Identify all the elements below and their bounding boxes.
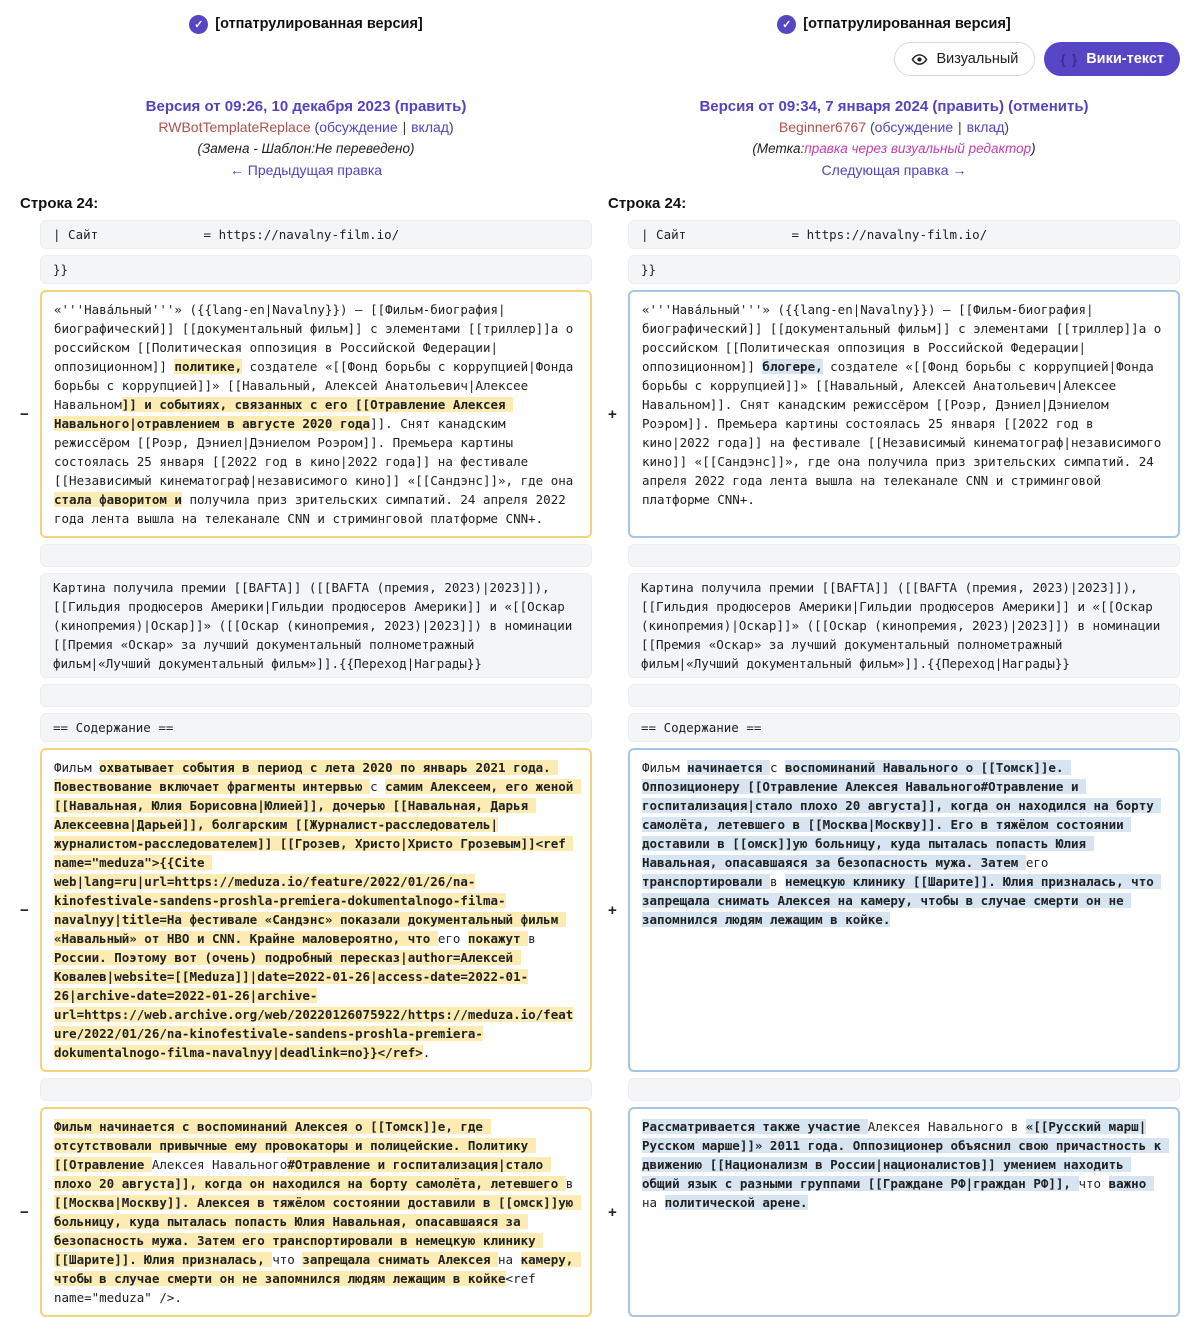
added-line-content: Фильм начинается с воспоминаний Навального о [[Томск]]е. Оппозиционеру [[Отравление Алексея Навального#Отравление и госпитализация|стало плохо 20 августа]], когда он находился на борту самолёта, летевшего в [[Москва|Москву]]. Его в тяжёлом состоянии доставили в [[омск]]ую больницу, куда пыталась попасть Юлия Навальная, опасавшаяся за безопасность мужа. Затем его транспортировали в немецкую клинику [[Шарите]]. Юлия призналась, что запрещала снимать Алексея на камеру, чтобы в случае смерти он не запомнился людям лежащим в койке. <box>628 748 1180 1072</box>
visual-mode-button[interactable] <box>894 42 1035 76</box>
prev-edit-link[interactable]: ← Предыдущая правка <box>229 162 383 178</box>
diff-cell <box>608 713 1180 742</box>
added-marker: + <box>608 901 617 919</box>
old-talk-link[interactable]: обсуждение <box>319 119 398 135</box>
context-line-empty <box>40 1078 592 1101</box>
new-talk-link[interactable]: обсуждение <box>874 119 954 135</box>
paren-close: ) <box>448 119 454 135</box>
old-revision-info <box>20 96 592 181</box>
marker-gutter <box>608 255 628 284</box>
wikitext-mode-label: Вики-текст <box>1086 51 1164 67</box>
context-line-empty <box>40 684 592 707</box>
paren-open: ( <box>314 119 320 135</box>
context-line-braces: }} <box>628 255 1180 284</box>
patrolled-label: [отпатрулированная версия] <box>803 16 1011 32</box>
diff-cell <box>20 1107 592 1317</box>
deleted-line-tail: Фильм начинается с воспоминаний Алексея о [[Томск]]е, где отсутствовали привычные ему провокаторы и полицейские. Политику [[Отравление Алексея Навального#Отравление и госпитализация|стало плохо 20 августа]], когда он находился на борту самолёта, летевшего в [[Москва|Москву]]. Алексея в тяжёлом состоянии доставили в [[омск]]ую больницу, куда пыталась попасть Юлия Навальная, опасавшаяся за безопасность мужа. Затем его транспортировали в немецкую клинику [[Шарите]]. Юлия призналась, что запрещала снимать Алексея на камеру, чтобы в случае смерти он не запомнился людям лежащим в койке<ref name="meduza" />. <box>40 1107 592 1317</box>
diff-cell <box>608 220 1180 249</box>
diff-cell <box>608 573 1180 678</box>
line-header-right: Строка 24: <box>608 195 687 212</box>
braces-icon: { } <box>1060 51 1079 67</box>
tag-text[interactable]: правка через визуальный редактор <box>804 141 1032 156</box>
new-version-date: Версия от 09:34, 7 января 2024 <box>699 98 929 115</box>
context-line-awards: Картина получила премии [[BAFTA]] ([[BAFTA (премия, 2023)|2023]]), [[Гильдия продюсеров Америки|Гильдии продюсеров Америки]] и «[[Оскар (кинопремия)|Оскар]]» ([[Оскар (кинопремия, 2023)|2023]]) в номинации [[Премия «Оскар» за лучший документальный полнометражный фильм|«Лучший документальный фильм»]].{{Переход|Награды}} <box>40 573 592 678</box>
context-line-section: == Содержание == <box>628 713 1180 742</box>
marker-gutter <box>608 684 628 707</box>
diff-cell <box>608 748 1180 1072</box>
marker-gutter <box>20 684 40 707</box>
patrolled-check-icon: ✓ <box>777 15 796 34</box>
old-user-line <box>20 117 592 138</box>
added-line-intro: «'''Нава́льный'''» ({{lang-en|Navalny}}) — [[Фильм-биография|биографический]] [[документальный фильм]] с элементами [[триллер]]а о российском [[Политическая оппозиция в Российской Федерации|оппозиционном]] блогере, создателе «[[Фонд борьбы с коррупцией|Фонда борьбы с коррупцией]]» [[Навальный, Алексей Анатольевич|Алексее Навальном]]. Снят канадским режиссёром [[Роэр, Дэниел|Дэниелом Роэром]]. Премьера картины состоялась 25 января [[2022 год в кино|2022 года]] на фестивале [[Независимый кинематограф|независимого кино]] «[[Сандэнс]]», где она получила приз зрительских симпатий. 24 апреля 2022 года лента вышла на телеканале CNN и стриминговой платформе CNN+. <box>628 290 1180 538</box>
tag-close: ) <box>1031 141 1036 156</box>
patrolled-status-right <box>608 12 1180 36</box>
added-marker: + <box>608 405 617 423</box>
old-edit-link[interactable]: (править) <box>394 98 467 115</box>
new-username-link[interactable]: Beginner6767 <box>778 119 867 135</box>
patrolled-label: [отпатрулированная версия] <box>215 16 423 32</box>
visual-mode-label: Визуальный <box>936 51 1019 67</box>
context-line-empty <box>628 1078 1180 1101</box>
marker-gutter <box>20 713 40 742</box>
pipe-separator: | <box>402 119 407 135</box>
context-line-awards: Картина получила премии [[BAFTA]] ([[BAFTA (премия, 2023)|2023]]), [[Гильдия продюсеров Америки|Гильдии продюсеров Америки]] и «[[Оскар (кинопремия)|Оскар]]» ([[Оскар (кинопремия, 2023)|2023]]) в номинации [[Премия «Оскар» за лучший документальный полнометражный фильм|«Лучший документальный фильм»]].{{Переход|Награды}} <box>628 573 1180 678</box>
diff-cell <box>20 255 592 284</box>
marker-gutter <box>20 573 40 678</box>
next-edit-nav <box>608 160 1180 181</box>
marker-gutter <box>20 255 40 284</box>
diff-header <box>20 10 1180 181</box>
pipe-separator: | <box>958 119 962 135</box>
diff-cell <box>608 1078 1180 1101</box>
context-line-empty <box>628 684 1180 707</box>
added-marker: + <box>608 1203 617 1221</box>
context-line-empty <box>628 544 1180 567</box>
old-username-link[interactable]: RWBotTemplateReplace <box>158 119 311 135</box>
diff-cell <box>608 255 1180 284</box>
diff-cell <box>608 544 1180 567</box>
context-line-empty <box>40 544 592 567</box>
diff-table <box>20 220 1180 1317</box>
wikitext-mode-button[interactable] <box>1044 42 1180 76</box>
deleted-marker: − <box>20 405 29 423</box>
diff-cell <box>20 684 592 707</box>
context-line-braces: }} <box>40 255 592 284</box>
new-version-line <box>608 96 1180 117</box>
editor-mode-toggle <box>608 36 1180 82</box>
deleted-line-intro: «'''Нава́льный'''» ({{lang-en|Navalny}}) — [[Фильм-биография|биографический]] [[документальный фильм]] с элементами [[триллер]]а о российском [[Политическая оппозиция в Российской Федерации|оппозиционном]] политике, создателе «[[Фонд борьбы с коррупцией|Фонда борьбы с коррупцией]]» [[Навальный, Алексей Анатольевич|Алексее Навальном]] и событиях, связанных с его [[Отравление Алексея Навального|отравлением в августе 2020 года]]. Снят канадским режиссёром [[Роэр, Дэниел|Дэниелом Роэром]]. Премьера картины состоялась 25 января [[2022 год в кино|2022 года]] на фестивале [[Независимый кинематограф|независимого кино]] «[[Сандэнс]]», где она стала фаворитом и получила приз зрительских симпатий. 24 апреля 2022 года лента вышла на телеканале CNN и стриминговой платформе CNN+. <box>40 290 592 538</box>
marker-gutter <box>608 544 628 567</box>
diff-cell <box>20 573 592 678</box>
new-revision-info <box>608 96 1180 181</box>
marker-gutter <box>20 544 40 567</box>
deleted-line-content: Фильм охватывает события в период с лета 2020 по январь 2021 года. Повествование включает фрагменты интервью с самим Алексеем, его женой [[Навальная, Юлия Борисовна|Юлией]], дочерью [[Навальная, Дарья Алексеевна|Дарьей]], болгарским [[Журналист-расследователь|журналистом-расследователем]] [[Грозев, Христо|Христо Грозевым]]<ref name="meduza">{{Cite web|lang=ru|url=https://meduza.io/feature/2022/01/26/na-kinofestivale-sandens-proshla-premiera-dokumentalnogo-filma-navalnyy|title=На фестивале «Сандэнс» показали документальный фильм «Навальный» от HBO и CNN. Крайне маловероятно, что его покажут в России. Поэтому вот (очень) подробный пересказ|author=Алексей Ковалев|website=[[Meduza]]|date=2022-01-26|access-date=2022-01-26|archive-date=2022-01-26|archive-url=https://web.archive.org/web/20220126075922/https://meduza.io/feature/2022/01/26/na-kinofestivale-sandens-proshla-premiera-dokumentalnogo-filma-navalnyy|deadlink=no}}</ref>. <box>40 748 592 1072</box>
marker-gutter <box>20 220 40 249</box>
context-line-section: == Содержание == <box>40 713 592 742</box>
patrolled-check-icon: ✓ <box>189 15 208 34</box>
tag-label: (Метка: <box>752 141 805 156</box>
new-contribs-link[interactable]: вклад <box>966 119 1005 135</box>
toolbar-spacer-left <box>20 36 592 82</box>
marker-gutter <box>20 1078 40 1101</box>
next-edit-link[interactable]: Следующая правка → <box>821 162 967 178</box>
patrolled-status-left <box>20 12 592 36</box>
diff-cell <box>608 684 1180 707</box>
marker-gutter <box>608 573 628 678</box>
diff-cell <box>608 290 1180 538</box>
marker-gutter <box>608 1078 628 1101</box>
diff-cell <box>20 748 592 1072</box>
new-edit-link[interactable]: (править) <box>932 98 1004 115</box>
line-number-headers <box>20 195 1180 212</box>
eye-icon <box>911 51 928 68</box>
old-edit-summary: (Замена - Шаблон:Не переведено) <box>197 141 415 156</box>
marker-gutter <box>608 713 628 742</box>
diff-cell <box>608 1107 1180 1317</box>
diff-cell <box>20 713 592 742</box>
context-line-site: | Сайт = https://navalny-film.io/ <box>628 220 1180 249</box>
line-header-left: Строка 24: <box>20 195 99 212</box>
new-user-line <box>608 117 1180 138</box>
new-undo-link[interactable]: (отменить) <box>1008 98 1089 115</box>
added-line-tail: Рассматривается также участие Алексея Навального в «[[Русский марш|Русском марше]]» 2011 года. Оппозиционер объяснил свою причастность к движению [[Национализм в России|националистов]] умением находить общий язык с разными группами [[Граждане РФ|граждан РФ]], что важно на политической арене. <box>628 1107 1180 1317</box>
diff-cell <box>20 1078 592 1101</box>
new-edit-tag <box>608 138 1180 159</box>
marker-gutter <box>608 220 628 249</box>
diff-cell <box>20 544 592 567</box>
context-line-site: | Сайт = https://navalny-film.io/ <box>40 220 592 249</box>
prev-edit-nav <box>20 160 592 181</box>
paren-close: ) <box>1004 119 1010 135</box>
deleted-marker: − <box>20 1203 29 1221</box>
deleted-marker: − <box>20 901 29 919</box>
old-version-line <box>20 96 592 117</box>
old-version-date: Версия от 09:26, 10 декабря 2023 <box>145 98 391 115</box>
paren-open: ( <box>870 119 875 135</box>
diff-cell <box>20 220 592 249</box>
diff-cell <box>20 290 592 538</box>
old-contribs-link[interactable]: вклад <box>411 119 449 135</box>
